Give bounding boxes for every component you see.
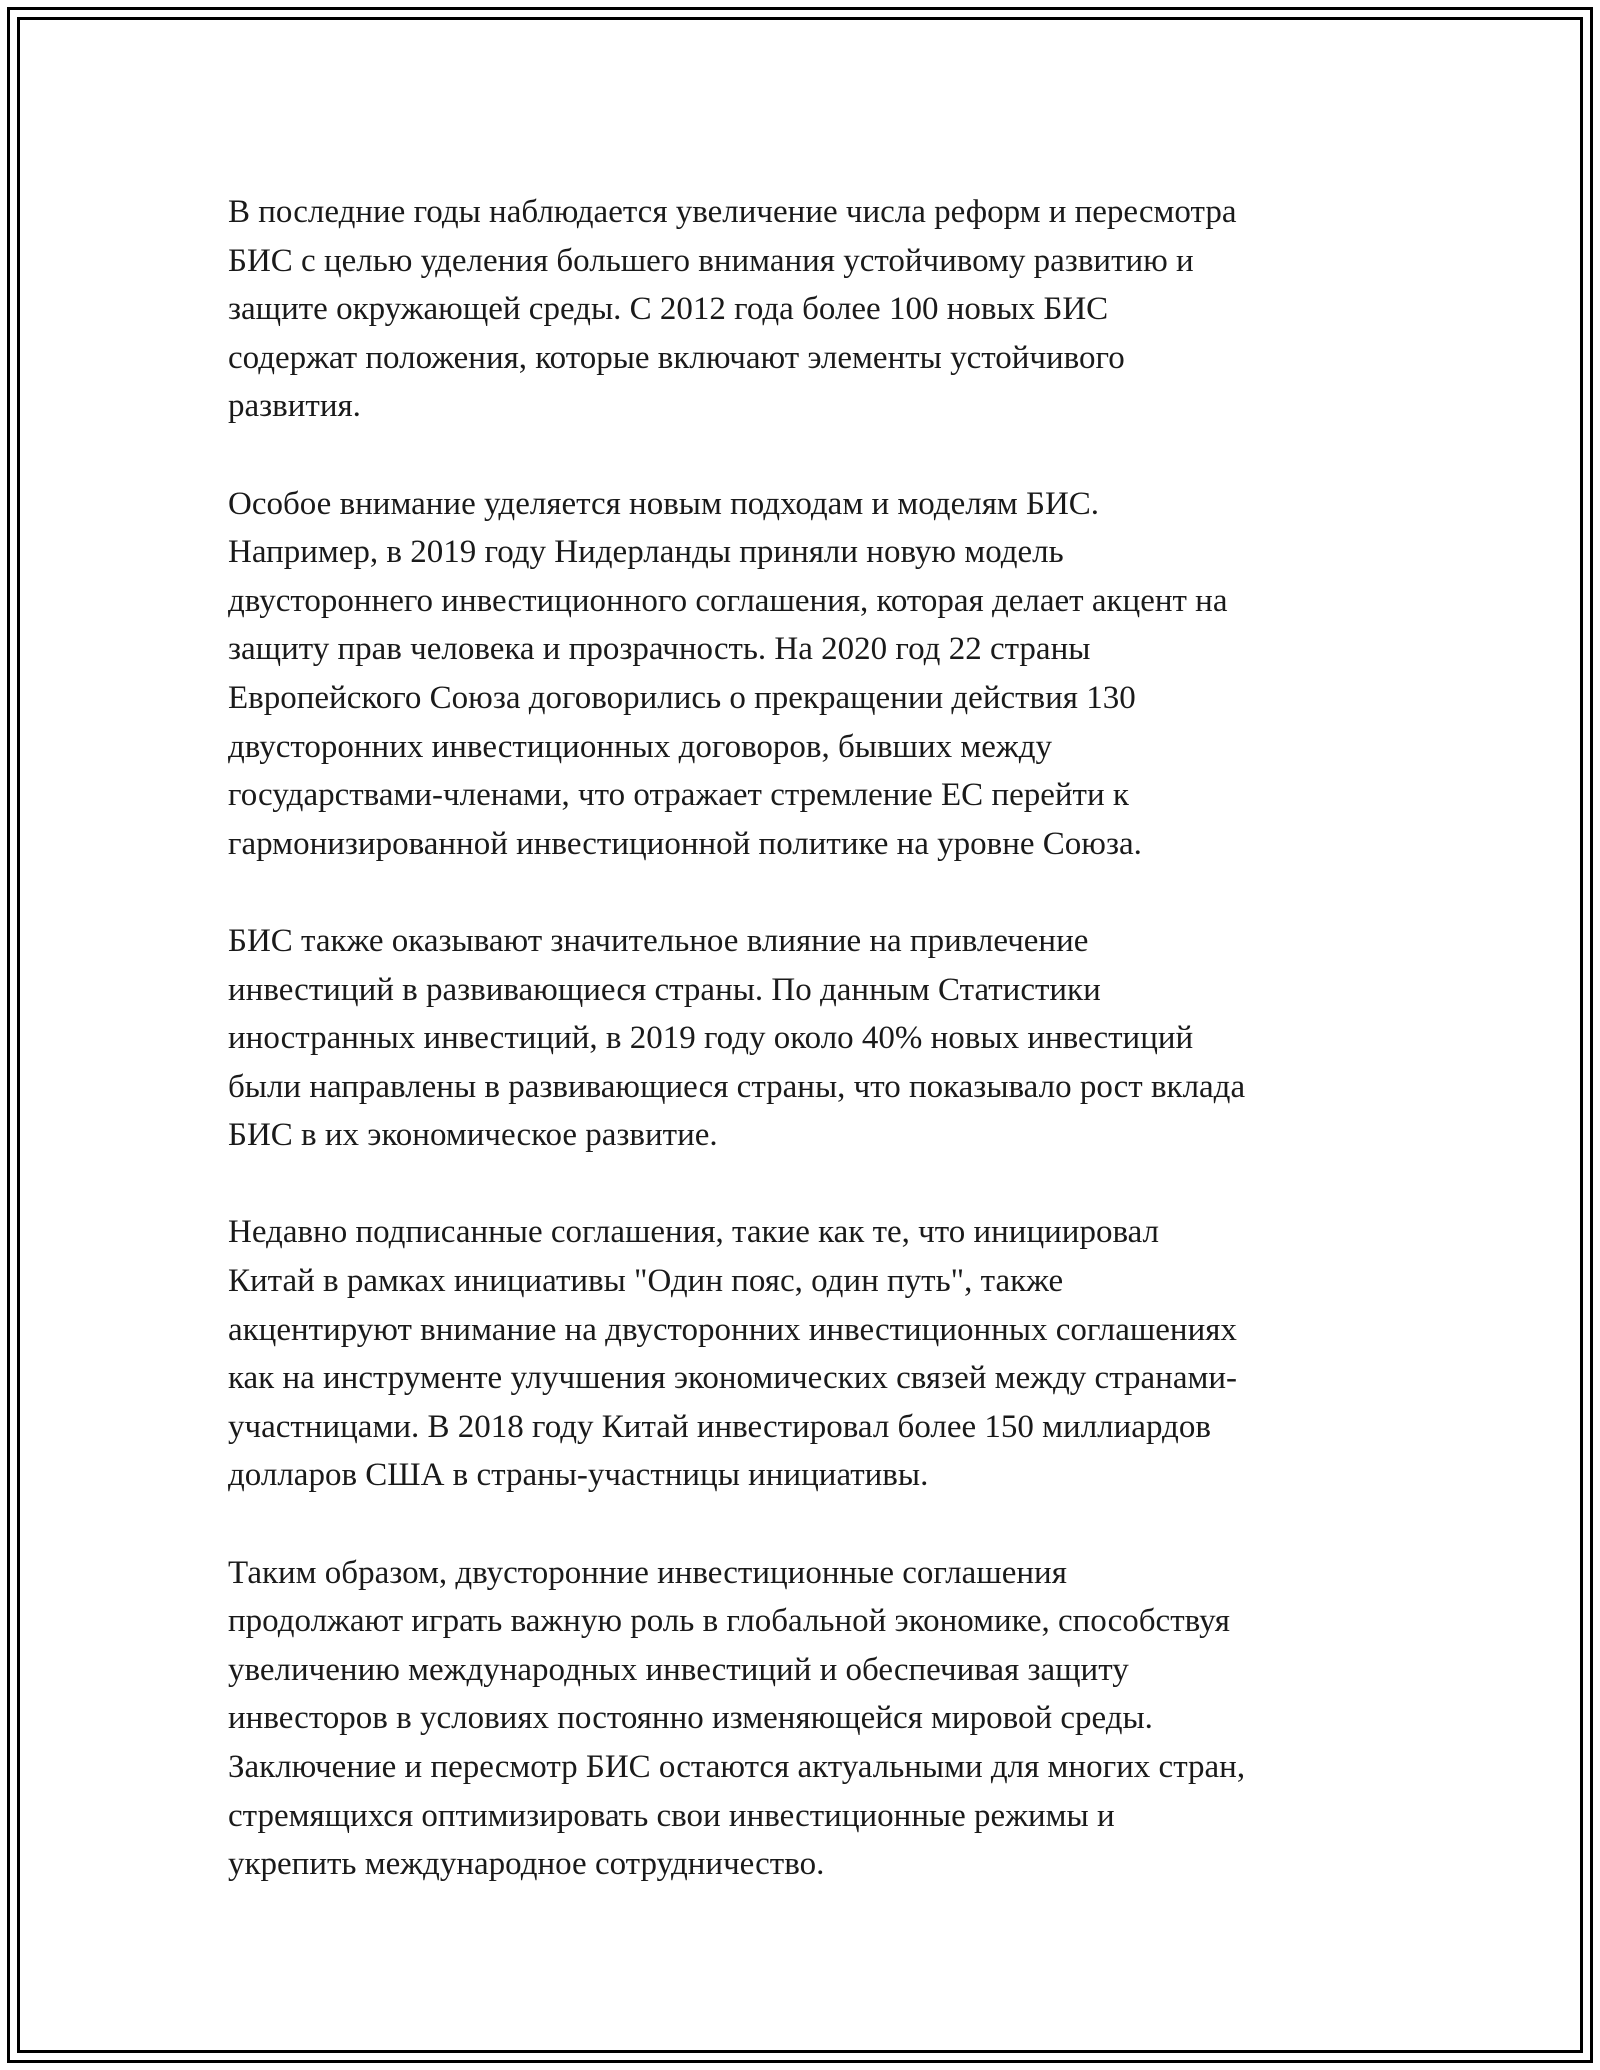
text-line: инвестиций в развивающиеся страны. По данным Статистики [228,971,1101,1008]
text-line: двустороннего инвестиционного соглашения, которая делает акцент на [228,582,1228,619]
paragraph-new-models [228,480,1368,869]
text-line: Недавно подписанные соглашения, такие как те, что инициировал [228,1214,1159,1251]
paragraph-conclusion [228,1549,1368,1889]
text-line: Особое внимание уделяется новым подходам и моделям БИС. [228,485,1100,522]
text-line: гармонизированной инвестиционной политике на уровне Союза. [228,825,1142,862]
text-line: БИС с целью уделения большего внимания устойчивому развитию и [228,242,1194,279]
text-line: долларов США в страны-участницы инициативы. [228,1457,929,1494]
text-line: В последние годы наблюдается увеличение числа реформ и пересмотра [228,194,1237,230]
document-body [228,188,1368,1937]
text-line: стремящихся оптимизировать свои инвестиционные режимы и [228,1797,1115,1834]
text-line: Китай в рамках инициативы "Один пояс, один путь", также [228,1263,1064,1300]
text-line: БИС в их экономическое развитие. [228,1117,718,1154]
text-line: акцентируют внимание на двусторонних инвестиционных соглашениях [228,1311,1237,1348]
text-line: БИС также оказывают значительное влияние на привлечение [228,922,1089,959]
text-line: укрепить международное сотрудничество. [228,1846,825,1883]
text-line: как на инструменте улучшения экономических связей между странами- [228,1360,1238,1397]
text-line: защите окружающей среды. С 2012 года более 100 новых БИС [228,291,1109,328]
text-line: были направлены в развивающиеся страны, что показывало рост вклада [228,1068,1246,1105]
text-line: Например, в 2019 году Нидерланды приняли новую модель [228,534,1064,571]
paragraph-bis-reforms [228,188,1368,431]
text-line: увеличению международных инвестиций и обеспечивая защиту [228,1651,1129,1688]
text-line: развития. [228,388,361,425]
text-line: содержат положения, которые включают элементы устойчивого [228,339,1125,376]
text-line: государствами-членами, что отражает стремление ЕС перейти к [228,777,1129,814]
text-line: двусторонних инвестиционных договоров, бывших между [228,728,1053,765]
text-line: продолжают играть важную роль в глобальной экономике, способствуя [228,1603,1230,1640]
text-line: Таким образом, двусторонние инвестиционные соглашения [228,1554,1067,1591]
text-line: участницами. В 2018 году Китай инвестировал более 150 миллиардов [228,1408,1211,1445]
text-line: иностранных инвестиций, в 2019 году около 40% новых инвестиций [228,1020,1194,1057]
text-line: Европейского Союза договорились о прекращении действия 130 [228,679,1136,716]
text-line: инвесторов в условиях постоянно изменяющейся мировой среды. [228,1700,1153,1737]
paragraph-belt-and-road [228,1208,1368,1500]
text-line: Заключение и пересмотр БИС остаются актуальными для многих стран, [228,1749,1246,1785]
text-line: защиту прав человека и прозрачность. На 2020 год 22 страны [228,631,1091,668]
paragraph-developing-countries [228,917,1368,1160]
